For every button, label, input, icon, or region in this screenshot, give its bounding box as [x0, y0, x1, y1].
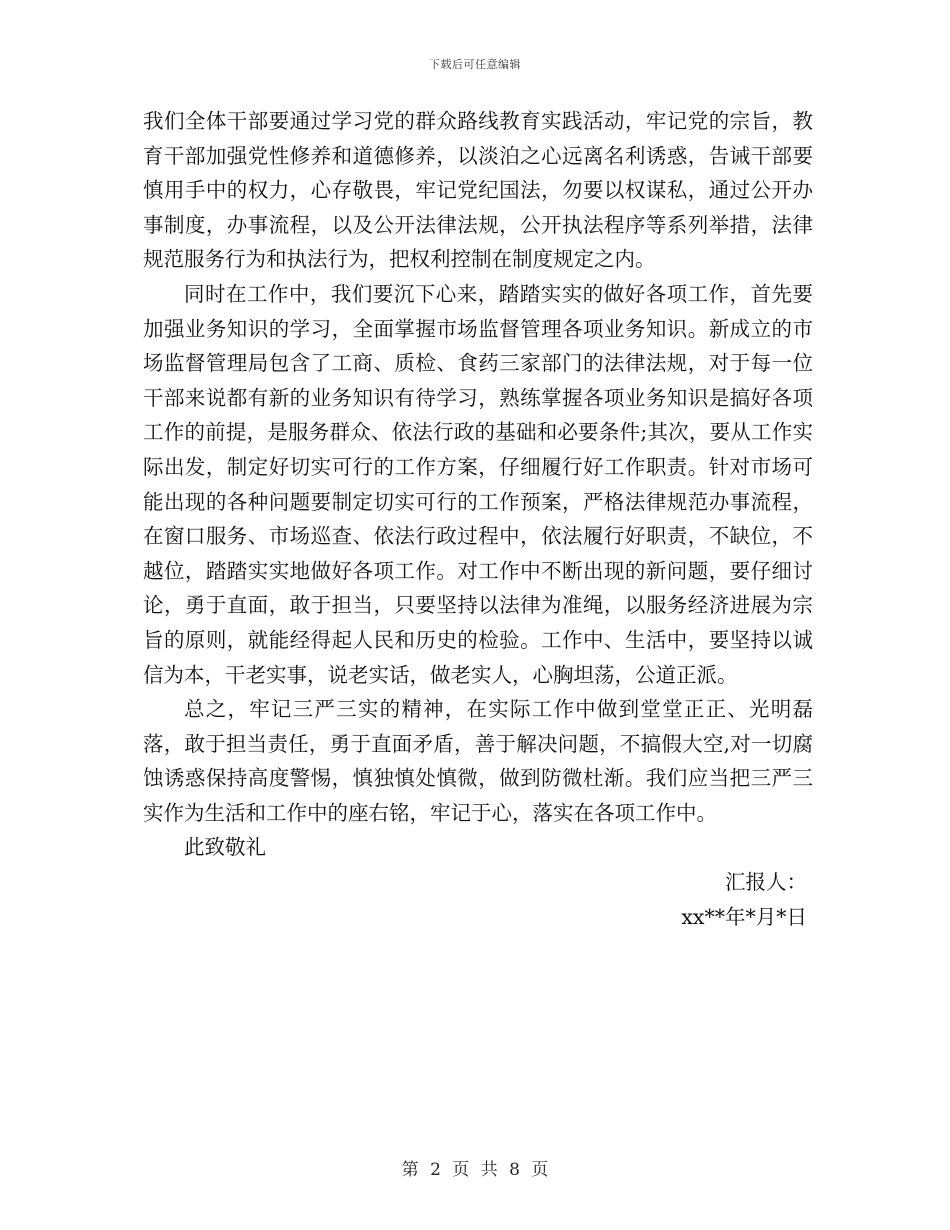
signature-reporter: 汇报人：: [725, 870, 807, 895]
signature-date: xx**年*月*日: [681, 904, 807, 929]
page-header: 下载后可任意编辑: [429, 58, 521, 71]
paragraph-1: 我们全体干部要通过学习党的群众路线教育实践活动，牢记党的宗旨，教育干部加强党性修养和道德修养，以淡泊之心远离名利诱惑，告诫干部要慎用手中的权力，心存敬畏，牢记党纪国法，勿要以权谋私，通过公开办事制度，办事流程，以及公开法律法规，公开执法程序等系列举措，法律规范服务行为和执法行为，把权利控制在制度规定之内。: [143, 109, 813, 272]
paragraph-3: 总之，牢记三严三实的精神，在实际工作中做到堂堂正正、光明磊落，敢于担当责任，勇于直面矛盾，善于解决问题，不搞假大空,对一切腐蚀诱惑保持高度警惕，慎独慎处慎微，做到防微杜渐。我们应当把三严三实作为生活和工作中的座右铭，牢记于心，落实在各项工作中。: [143, 697, 813, 825]
paragraph-2: 同时在工作中，我们要沉下心来，踏踏实实的做好各项工作，首先要加强业务知识的学习，全面掌握市场监督管理各项业务知识。新成立的市场监督管理局包含了工商、质检、食药三家部门的法律法规，对于每一位干部来说都有新的业务知识有待学习，熟练掌握各项业务知识是搞好各项工作的前提，是服务群众、依法行政的基础和必要条件;其次，要从工作实际出发，制定好切实可行的工作方案，仔细履行好工作职责。针对市场可能出现的各种问题要制定切实可行的工作预案，严格法律规范办事流程，在窗口服务、市场巡查、依法行政过程中，依法履行好职责，不缺位，不越位，踏踏实实地做好各项工作。对工作中不断出现的新问题，要仔细讨论，勇于直面，敢于担当，只要坚持以法律为准绳，以服务经济进展为宗旨的原则，就能经得起人民和历史的检验。工作中、生活中，要坚持以诚信为本，干老实事，说老实话，做老实人，心胸坦荡，公道正派。: [143, 281, 813, 687]
page-number-footer: 第 2 页 共 8 页: [401, 1160, 549, 1180]
closing-salutation: 此致敬礼: [184, 835, 266, 860]
document-body: [143, 104, 813, 934]
